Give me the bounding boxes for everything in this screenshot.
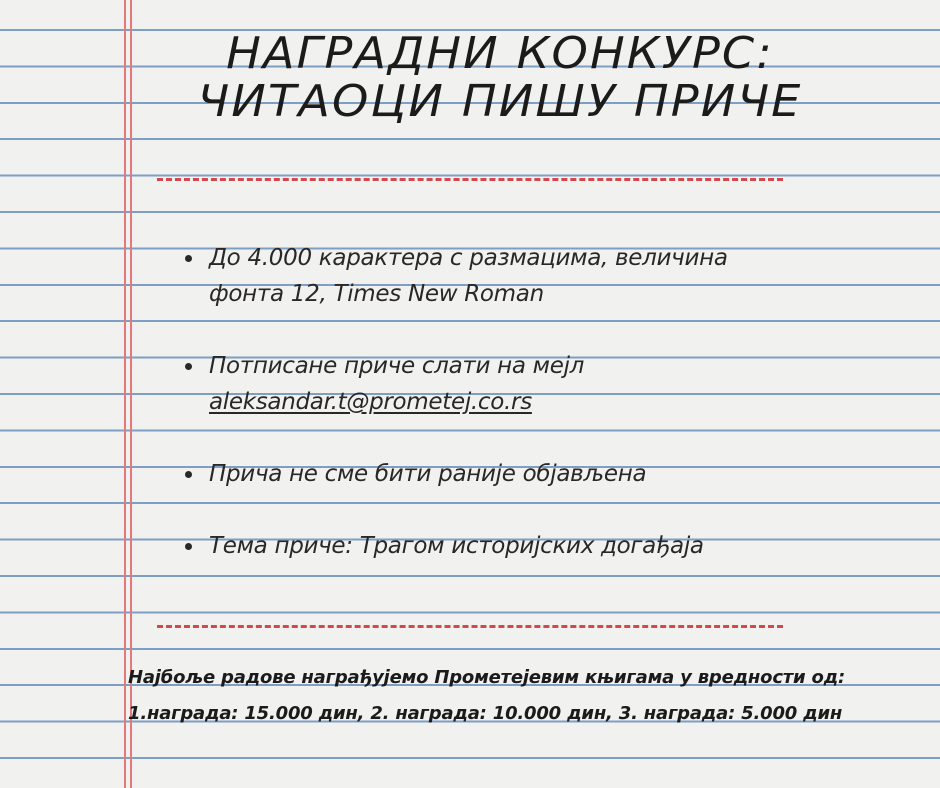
list-item (185, 528, 809, 564)
rule-text-line: Потписане приче слати на мејл (209, 353, 585, 379)
margin-line-left (124, 0, 126, 788)
list-item (185, 456, 809, 492)
dashed-separator-top (157, 178, 783, 181)
bullet-icon (185, 471, 192, 478)
rule-text-line: фонта 12, Times New Roman (209, 281, 544, 307)
email-link[interactable]: aleksandar.t@prometej.co.rs (209, 389, 532, 415)
prize-footer (128, 660, 888, 732)
rule-text-line: Тема приче: Трагом историјских догађаја (209, 533, 704, 559)
rule-text-line: Прича не сме бити раније објављена (209, 461, 647, 487)
list-item (185, 240, 809, 312)
footer-line-1: Најбоље радове награђујемо Прометејевим књигама у вредности од: (128, 667, 846, 688)
page-title (150, 30, 850, 126)
title-line-1: НАГРАДНИ КОНКУРС: (226, 28, 774, 79)
title-line-2: ЧИТАОЦИ ПИШУ ПРИЧЕ (197, 76, 803, 127)
rule-text-line: До 4.000 карактера с размацима, величина (209, 245, 728, 271)
list-item (185, 348, 809, 420)
bullet-icon (185, 543, 192, 550)
footer-line-2: 1.награда: 15.000 дин, 2. награда: 10.000 дин, 3. награда: 5.000 дин (128, 703, 843, 724)
bullet-icon (185, 255, 192, 262)
dashed-separator-bottom (157, 625, 783, 628)
bullet-icon (185, 363, 192, 370)
